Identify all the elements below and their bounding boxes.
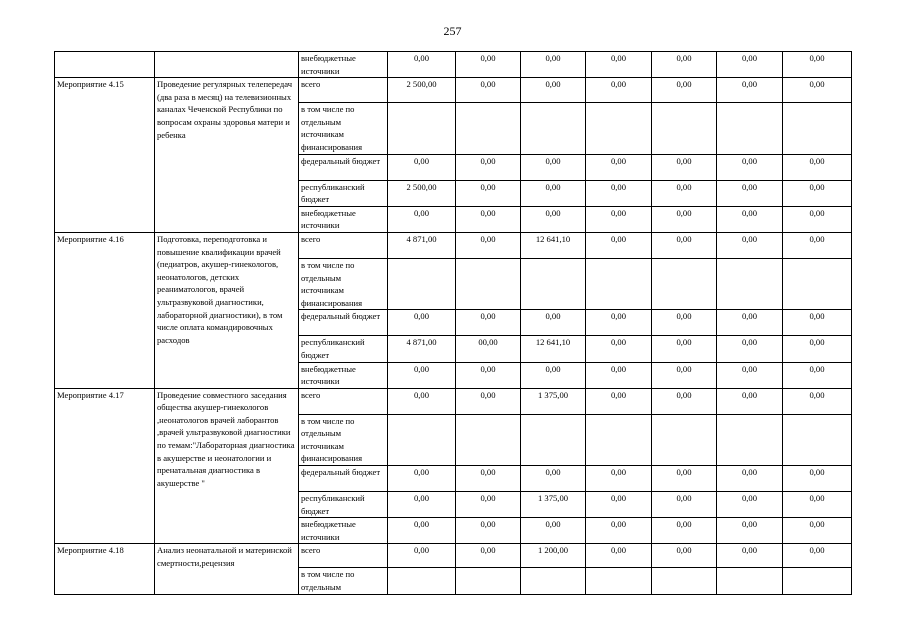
value-cell: 0,00	[652, 52, 717, 78]
value-cell: 0,00	[717, 388, 783, 414]
value-cell	[783, 414, 852, 465]
value-cell: 0,00	[388, 518, 456, 544]
value-cell: 0,00	[652, 466, 717, 492]
value-cell	[586, 258, 652, 309]
funding-source-cell: всего	[299, 78, 388, 103]
value-cell: 0,00	[456, 78, 521, 103]
value-cell: 0,00	[388, 492, 456, 518]
value-cell: 0,00	[456, 492, 521, 518]
budget-table	[54, 51, 852, 595]
value-cell	[586, 414, 652, 465]
funding-source-cell: всего	[299, 388, 388, 414]
value-cell	[388, 103, 456, 154]
value-cell: 0,00	[783, 310, 852, 336]
value-cell: 0,00	[717, 154, 783, 180]
value-cell: 0,00	[521, 180, 586, 206]
value-cell: 1 375,00	[521, 388, 586, 414]
measure-id-cell: Мероприятие 4.18	[55, 544, 155, 594]
value-cell: 4 871,00	[388, 336, 456, 362]
value-cell: 0,00	[652, 78, 717, 103]
value-cell: 0,00	[783, 206, 852, 232]
value-cell	[456, 568, 521, 594]
measure-id-cell	[55, 52, 155, 78]
measure-description-cell	[155, 52, 299, 78]
value-cell: 1 200,00	[521, 544, 586, 568]
value-cell: 0,00	[783, 52, 852, 78]
value-cell: 0,00	[717, 336, 783, 362]
value-cell: 0,00	[521, 310, 586, 336]
value-cell: 0,00	[456, 232, 521, 258]
value-cell	[783, 258, 852, 309]
measure-description-cell: Проведение совместного заседания общества акушер-гинекологов ,неонатологов врачей лаборантов ,врачей ультразвуковой диагностики по темам:"Лабораторная диагностика в акушерстве и неонатологии и пренатальная диагностика в акушерстве "	[155, 388, 299, 544]
value-cell: 0,00	[717, 310, 783, 336]
value-cell	[783, 103, 852, 154]
value-cell: 0,00	[652, 388, 717, 414]
value-cell: 0,00	[586, 78, 652, 103]
value-cell: 0,00	[586, 518, 652, 544]
funding-source-cell: внебюджетные источники	[299, 52, 388, 78]
value-cell	[521, 258, 586, 309]
value-cell	[456, 103, 521, 154]
value-cell: 0,00	[717, 518, 783, 544]
value-cell: 0,00	[521, 206, 586, 232]
value-cell: 0,00	[388, 388, 456, 414]
value-cell	[717, 568, 783, 594]
measure-description-cell: Проведение регулярных телепередач (два раза в месяц) на телевизионных каналах Чеченской Республики по вопросам охраны здоровья матери и ребенка	[155, 78, 299, 233]
value-cell: 0,00	[652, 544, 717, 568]
value-cell	[652, 258, 717, 309]
table-row	[55, 544, 852, 568]
funding-source-cell: внебюджетные источники	[299, 362, 388, 388]
value-cell: 0,00	[586, 362, 652, 388]
value-cell: 0,00	[521, 52, 586, 78]
funding-source-cell: федеральный бюджет	[299, 154, 388, 180]
value-cell: 0,00	[521, 518, 586, 544]
value-cell	[521, 568, 586, 594]
value-cell: 0,00	[783, 492, 852, 518]
value-cell: 0,00	[586, 310, 652, 336]
value-cell: 0,00	[783, 518, 852, 544]
value-cell: 0,00	[652, 232, 717, 258]
value-cell: 0,00	[652, 310, 717, 336]
table-row	[55, 52, 852, 78]
table-row	[55, 388, 852, 414]
value-cell: 0,00	[456, 466, 521, 492]
page-number: 257	[443, 24, 462, 38]
measure-id-cell: Мероприятие 4.16	[55, 232, 155, 388]
value-cell: 0,00	[783, 180, 852, 206]
value-cell: 0,00	[783, 544, 852, 568]
value-cell: 1 375,00	[521, 492, 586, 518]
value-cell: 0,00	[456, 206, 521, 232]
value-cell: 0,00	[456, 52, 521, 78]
value-cell: 12 641,10	[521, 336, 586, 362]
value-cell: 0,00	[783, 336, 852, 362]
funding-source-cell: федеральный бюджет	[299, 310, 388, 336]
value-cell: 0,00	[521, 362, 586, 388]
value-cell	[456, 414, 521, 465]
measure-id-cell: Мероприятие 4.17	[55, 388, 155, 544]
table-row	[55, 232, 852, 258]
value-cell: 0,00	[652, 518, 717, 544]
funding-source-cell: федеральный бюджет	[299, 466, 388, 492]
measure-description-cell: Анализ неонатальной и материнской смертности,рецензия	[155, 544, 299, 594]
value-cell: 0,00	[652, 362, 717, 388]
funding-source-cell: всего	[299, 544, 388, 568]
value-cell: 0,00	[652, 180, 717, 206]
value-cell: 0,00	[652, 206, 717, 232]
value-cell	[652, 103, 717, 154]
value-cell	[586, 103, 652, 154]
value-cell: 0,00	[586, 180, 652, 206]
value-cell: 0,00	[388, 362, 456, 388]
value-cell: 0,00	[586, 206, 652, 232]
funding-source-cell: всего	[299, 232, 388, 258]
value-cell	[456, 258, 521, 309]
funding-source-cell: в том числе по отдельным источникам финансирования	[299, 103, 388, 154]
funding-source-cell: республиканский бюджет	[299, 336, 388, 362]
value-cell: 2 500,00	[388, 78, 456, 103]
value-cell: 0,00	[521, 78, 586, 103]
value-cell: 0,00	[717, 52, 783, 78]
value-cell: 00,00	[456, 336, 521, 362]
value-cell: 0,00	[456, 180, 521, 206]
value-cell: 0,00	[717, 232, 783, 258]
value-cell: 0,00	[586, 154, 652, 180]
value-cell: 0,00	[717, 180, 783, 206]
measure-id-cell: Мероприятие 4.15	[55, 78, 155, 233]
value-cell: 0,00	[388, 154, 456, 180]
value-cell: 0,00	[783, 154, 852, 180]
value-cell	[717, 258, 783, 309]
value-cell: 0,00	[388, 544, 456, 568]
value-cell: 4 871,00	[388, 232, 456, 258]
table-row	[55, 78, 852, 103]
value-cell: 0,00	[388, 466, 456, 492]
value-cell: 0,00	[783, 466, 852, 492]
value-cell	[521, 103, 586, 154]
value-cell: 0,00	[783, 388, 852, 414]
value-cell: 0,00	[652, 492, 717, 518]
value-cell: 0,00	[783, 362, 852, 388]
value-cell	[521, 414, 586, 465]
value-cell: 0,00	[652, 336, 717, 362]
value-cell	[717, 414, 783, 465]
value-cell: 0,00	[717, 78, 783, 103]
value-cell: 0,00	[717, 206, 783, 232]
value-cell	[388, 414, 456, 465]
value-cell: 0,00	[717, 544, 783, 568]
value-cell: 0,00	[456, 310, 521, 336]
value-cell: 0,00	[586, 466, 652, 492]
value-cell: 0,00	[783, 78, 852, 103]
funding-source-cell: в том числе по отдельным	[299, 568, 388, 594]
value-cell	[783, 568, 852, 594]
value-cell	[652, 568, 717, 594]
value-cell: 0,00	[586, 492, 652, 518]
value-cell: 0,00	[456, 544, 521, 568]
value-cell: 0,00	[388, 52, 456, 78]
value-cell: 0,00	[456, 518, 521, 544]
value-cell	[652, 414, 717, 465]
value-cell	[586, 568, 652, 594]
value-cell: 0,00	[586, 336, 652, 362]
value-cell: 0,00	[717, 466, 783, 492]
value-cell: 0,00	[717, 492, 783, 518]
value-cell: 0,00	[388, 310, 456, 336]
value-cell: 0,00	[652, 154, 717, 180]
value-cell: 0,00	[456, 388, 521, 414]
value-cell: 0,00	[521, 466, 586, 492]
value-cell: 0,00	[586, 52, 652, 78]
value-cell: 0,00	[586, 388, 652, 414]
value-cell	[388, 568, 456, 594]
value-cell: 0,00	[717, 362, 783, 388]
funding-source-cell: внебюджетные источники	[299, 518, 388, 544]
value-cell: 12 641,10	[521, 232, 586, 258]
value-cell: 0,00	[586, 544, 652, 568]
value-cell: 0,00	[456, 154, 521, 180]
value-cell: 0,00	[456, 362, 521, 388]
value-cell: 0,00	[521, 154, 586, 180]
value-cell: 0,00	[783, 232, 852, 258]
funding-source-cell: республиканский бюджет	[299, 492, 388, 518]
value-cell: 2 500,00	[388, 180, 456, 206]
measure-description-cell: Подготовка, переподготовка и повышение квалификации врачей (педиатров, акушер-гинекологов, неонатологов, детских реаниматологов, врачей ультразвуковой диагностики, лабораторной диагностики), в том числе оплата командировочных расходов	[155, 232, 299, 388]
value-cell: 0,00	[388, 206, 456, 232]
funding-source-cell: в том числе по отдельным источникам финансирования	[299, 258, 388, 309]
value-cell: 0,00	[586, 232, 652, 258]
funding-source-cell: внебюджетные источники	[299, 206, 388, 232]
value-cell	[388, 258, 456, 309]
value-cell	[717, 103, 783, 154]
funding-source-cell: республиканский бюджет	[299, 180, 388, 206]
funding-source-cell: в том числе по отдельным источникам финансирования	[299, 414, 388, 465]
